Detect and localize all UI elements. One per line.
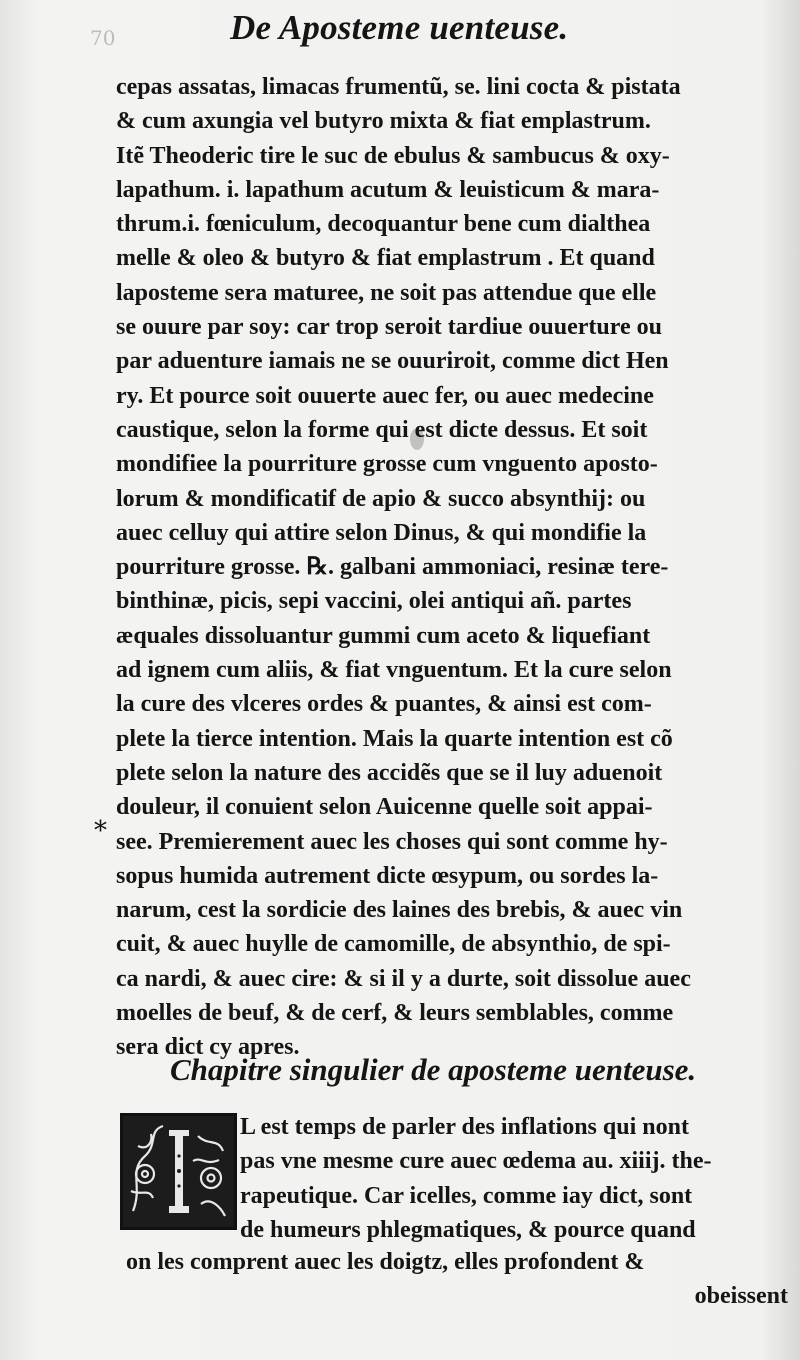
chapter-text-block [126, 1245, 796, 1314]
text-line: mondifiee la pourriture grosse cum vnguento aposto- [116, 451, 658, 478]
text-line: plete selon la nature des accidẽs que se il luy aduenoit [116, 759, 663, 786]
chapter-text-beside-initial [240, 1110, 796, 1247]
text-line: auec celluy qui attire selon Dinus, & qui mondifie la [116, 519, 647, 546]
page-number: 70 [90, 26, 116, 50]
decorated-initial-letter [120, 1113, 237, 1230]
text-line: la cure des vlceres ordes & puantes, & ainsi est com- [116, 691, 652, 718]
text-line: sera dict cy apres. [116, 1034, 300, 1061]
text-line: cepas assatas, limacas frumentũ, se. lini cocta & pistata [116, 74, 681, 100]
text-line: lapathum. i. lapathum acutum & leuisticum & mara- [116, 176, 660, 203]
text-line: lorum & mondificatif de apio & succo absynthij: ou [116, 485, 646, 512]
catchword: obeissent [694, 1283, 788, 1310]
text-line: caustique, selon la forme qui est dicte dessus. Et soit [116, 416, 648, 443]
text-line: plete la tierce intention. Mais la quarte intention est cõ [116, 725, 673, 752]
text-line: cuit, & auec huylle de camomille, de absynthio, de spi- [116, 931, 671, 958]
text-line: pourriture grosse. ℞. galbani ammoniaci, resinæ tere- [116, 554, 669, 581]
text-line: see. Premierement auec les choses qui sont comme hy- [116, 828, 668, 855]
floral-initial-icon [123, 1116, 234, 1227]
text-line: on les comprent auec les doigtz, elles profondent & [126, 1249, 645, 1275]
text-line: laposteme sera maturee, ne soit pas attendue que elle [116, 279, 657, 306]
text-line: sopus humida autrement dicte œsypum, ou sordes la- [116, 862, 659, 889]
text-line: thrum.i. fœniculum, decoquantur bene cum dialthea [116, 211, 651, 238]
margin-asterisk: * [94, 816, 107, 846]
text-line: narum, cest la sordicie des laines des brebis, & auec vin [116, 897, 683, 924]
text-line: binthinæ, picis, sepi vaccini, olei antiqui añ. partes [116, 588, 632, 615]
text-line: par aduenture iamais ne se ouuriroit, comme dict Hen [116, 348, 669, 375]
text-line: de humeurs phlegmatiques, & pource quand [240, 1216, 696, 1243]
text-line: ry. Et pource soit ouuerte auec fer, ou auec medecine [116, 382, 654, 409]
main-text-block [116, 70, 794, 1065]
running-head: De Aposteme uenteuse. [230, 8, 569, 47]
text-line: pas vne mesme cure auec œdema au. xiiij. the- [240, 1148, 712, 1175]
text-line: Itẽ Theoderic tire le suc de ebulus & sambucus & oxy- [116, 142, 670, 169]
text-line: ad ignem cum aliis, & fiat vnguentum. Et la cure selon [116, 657, 672, 684]
text-line: æquales dissoluantur gummi cum aceto & liquefiant [116, 622, 651, 649]
text-line: douleur, il conuient selon Auicenne quelle soit appai- [116, 794, 653, 821]
text-line: ca nardi, & auec cire: & si il y a durte, soit dissolue auec [116, 965, 691, 992]
text-line: rapeutique. Car icelles, comme iay dict, sont [240, 1182, 693, 1209]
chapter-title: Chapitre singulier de aposteme uenteuse. [170, 1052, 697, 1087]
text-line: & cum axungia vel butyro mixta & fiat emplastrum. [116, 108, 651, 135]
text-line: L est temps de parler des inflations qui nont [240, 1114, 689, 1140]
text-line: melle & oleo & butyro & fiat emplastrum . Et quand [116, 245, 655, 272]
text-line: se ouure par soy: car trop seroit tardiue ouuerture ou [116, 314, 662, 341]
text-line: moelles de beuf, & de cerf, & leurs semblables, comme [116, 1000, 674, 1027]
